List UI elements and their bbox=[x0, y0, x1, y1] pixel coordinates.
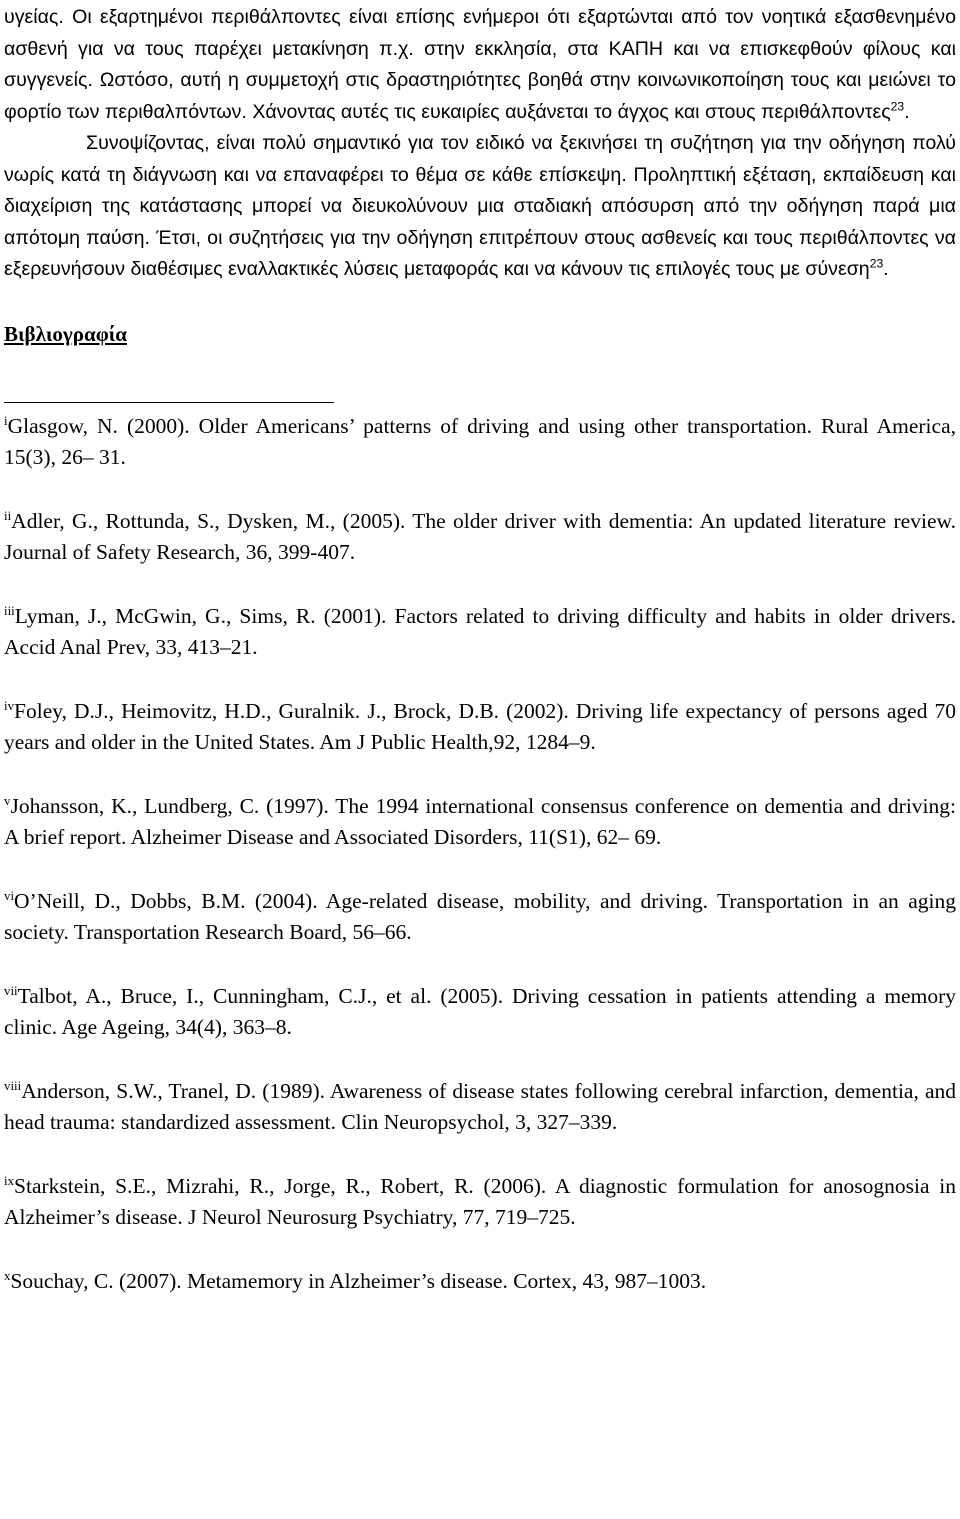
reference-item bbox=[4, 506, 956, 569]
reference-item bbox=[4, 981, 956, 1044]
reference-marker: vii bbox=[4, 983, 18, 998]
reference-text: O’Neill, D., Dobbs, B.M. (2004). Age-related disease, mobility, and driving. Transportation in an aging society. bbox=[4, 888, 956, 944]
reference-text: Glasgow, N. (2000). Older Americans’ patterns of driving and using other transportation. bbox=[7, 413, 821, 438]
reference-item bbox=[4, 1076, 956, 1139]
paragraph-1 bbox=[4, 2, 956, 128]
reference-marker: iv bbox=[4, 698, 15, 713]
reference-text: Starkstein, S.E., Mizrahi, R., Jorge, R., Robert, R. (2006). A diagnostic formulation for anosognosia in Alzheimer’s disease. bbox=[4, 1173, 956, 1229]
reference-source: Journal of Safety Research, 36, 399-407. bbox=[4, 540, 356, 564]
reference-text: Johansson, K., Lundberg, C. (1997). The 1994 international consensus conference on dementia and driving: A brief report. bbox=[4, 793, 956, 849]
reference-text: Adler, G., Rottunda, S., Dysken, M., (2005). The older driver with dementia: An updated literature review. bbox=[11, 508, 956, 533]
reference-source: Rural America, 15(3), 26– 31. bbox=[4, 413, 956, 469]
paragraph-1-end: . bbox=[904, 100, 910, 123]
reference-marker: ii bbox=[4, 508, 12, 523]
reference-text: Talbot, A., Bruce, I., Cunningham, C.J., et al. (2005). Driving cessation in patients attending a memory clinic. bbox=[4, 983, 956, 1039]
reference-source: Alzheimer Disease and Associated Disorders, 11(S1), 62– 69. bbox=[130, 825, 662, 849]
reference-text: Souchay, C. (2007). Metamemory in Alzheimer’s disease. bbox=[10, 1268, 514, 1293]
footnote-separator bbox=[4, 402, 334, 403]
reference-marker: viii bbox=[4, 1078, 22, 1093]
reference-source: Accid Anal Prev, 33, 413–21. bbox=[4, 635, 258, 659]
reference-item bbox=[4, 886, 956, 949]
reference-list bbox=[4, 411, 956, 1298]
paragraph-2-end: . bbox=[883, 258, 889, 280]
document-page bbox=[4, 0, 956, 1329]
reference-marker: iii bbox=[4, 603, 15, 618]
citation-marker: 23 bbox=[869, 256, 884, 271]
citation-marker: 23 bbox=[890, 98, 905, 113]
paragraph-1-text: υγείας. Οι εξαρτημένοι περιθάλποντες είναι επίσης ενήμεροι ότι εξαρτώνται από τον νοητικά εξασθενημένο ασθενή για να τους παρέχει μετακίνηση π.χ. στην εκκλησία, στα ΚΑΠΗ και να επισκεφθούν φίλους και συγγενείς. Ωστόσο, αυτή η συμμετοχή στις δραστηριότητες βοηθά στην κοινωνικοποίηση τους και μειώνει το φορτίο των περιθαλπόντων. Χάνοντας αυτές τις ευκαιρίες αυξάνεται το άγχος και στους περιθάλποντες bbox=[4, 6, 956, 123]
reference-item bbox=[4, 696, 956, 759]
reference-source: Am J Public Health,92, 1284–9. bbox=[319, 730, 596, 754]
reference-text: Foley, D.J., Heimovitz, H.D., Guralnik. J., Brock, D.B. (2002). Driving life expectancy of persons aged 70 years and older in the United States. bbox=[4, 698, 956, 754]
reference-marker: v bbox=[4, 793, 11, 808]
reference-item bbox=[4, 1171, 956, 1234]
reference-marker: x bbox=[4, 1268, 11, 1283]
reference-source: Age Ageing, 34(4), 363–8. bbox=[61, 1015, 292, 1039]
reference-text: Anderson, S.W., Tranel, D. (1989). Awareness of disease states following cerebral infarction, dementia, and head trauma: standardized assessment. bbox=[4, 1078, 956, 1134]
reference-item bbox=[4, 791, 956, 854]
paragraph-2 bbox=[4, 128, 956, 286]
reference-item bbox=[4, 411, 956, 474]
reference-marker: vi bbox=[4, 888, 15, 903]
reference-source: Cortex, 43, 987–1003. bbox=[513, 1268, 707, 1293]
reference-source: Transportation Research Board, 56–66. bbox=[73, 920, 412, 944]
paragraph-2-text: Συνοψίζοντας, είναι πολύ σημαντικό για τον ειδικό να ξεκινήσει τη συζήτηση για την οδήγηση πολύ νωρίς κατά τη διάγνωση και να επαναφέρει το θέμα σε κάθε επίσκεψη. Προληπτική εξέταση, εκπαίδευση και διαχείριση της κατάστασης μπορεί να διευκολύνουν μια σταδιακή απόσυρση από την οδήγηση παρά μια απότομη παύση. Έτσι, οι συζητήσεις για την οδήγηση επιτρέπουν στους ασθενείς και τους περιθάλποντες να εξερευνήσουν διαθέσιμες εναλλακτικές λύσεις μεταφοράς και να κάνουν τις επιλογές τους με σύνεση bbox=[4, 132, 956, 280]
reference-source: J Neurol Neurosurg Psychiatry, 77, 719–725. bbox=[188, 1205, 576, 1229]
reference-text: Lyman, J., McGwin, G., Sims, R. (2001). Factors related to driving difficulty and habits in older drivers. bbox=[14, 603, 956, 628]
reference-source: Clin Neuropsychol, 3, 327–339. bbox=[341, 1110, 618, 1134]
reference-marker: ix bbox=[4, 1173, 15, 1188]
body-text bbox=[4, 0, 956, 286]
reference-marker: i bbox=[4, 413, 8, 428]
reference-item bbox=[4, 601, 956, 664]
bibliography-heading: Βιβλιογραφία bbox=[4, 321, 128, 346]
reference-item bbox=[4, 1266, 956, 1298]
